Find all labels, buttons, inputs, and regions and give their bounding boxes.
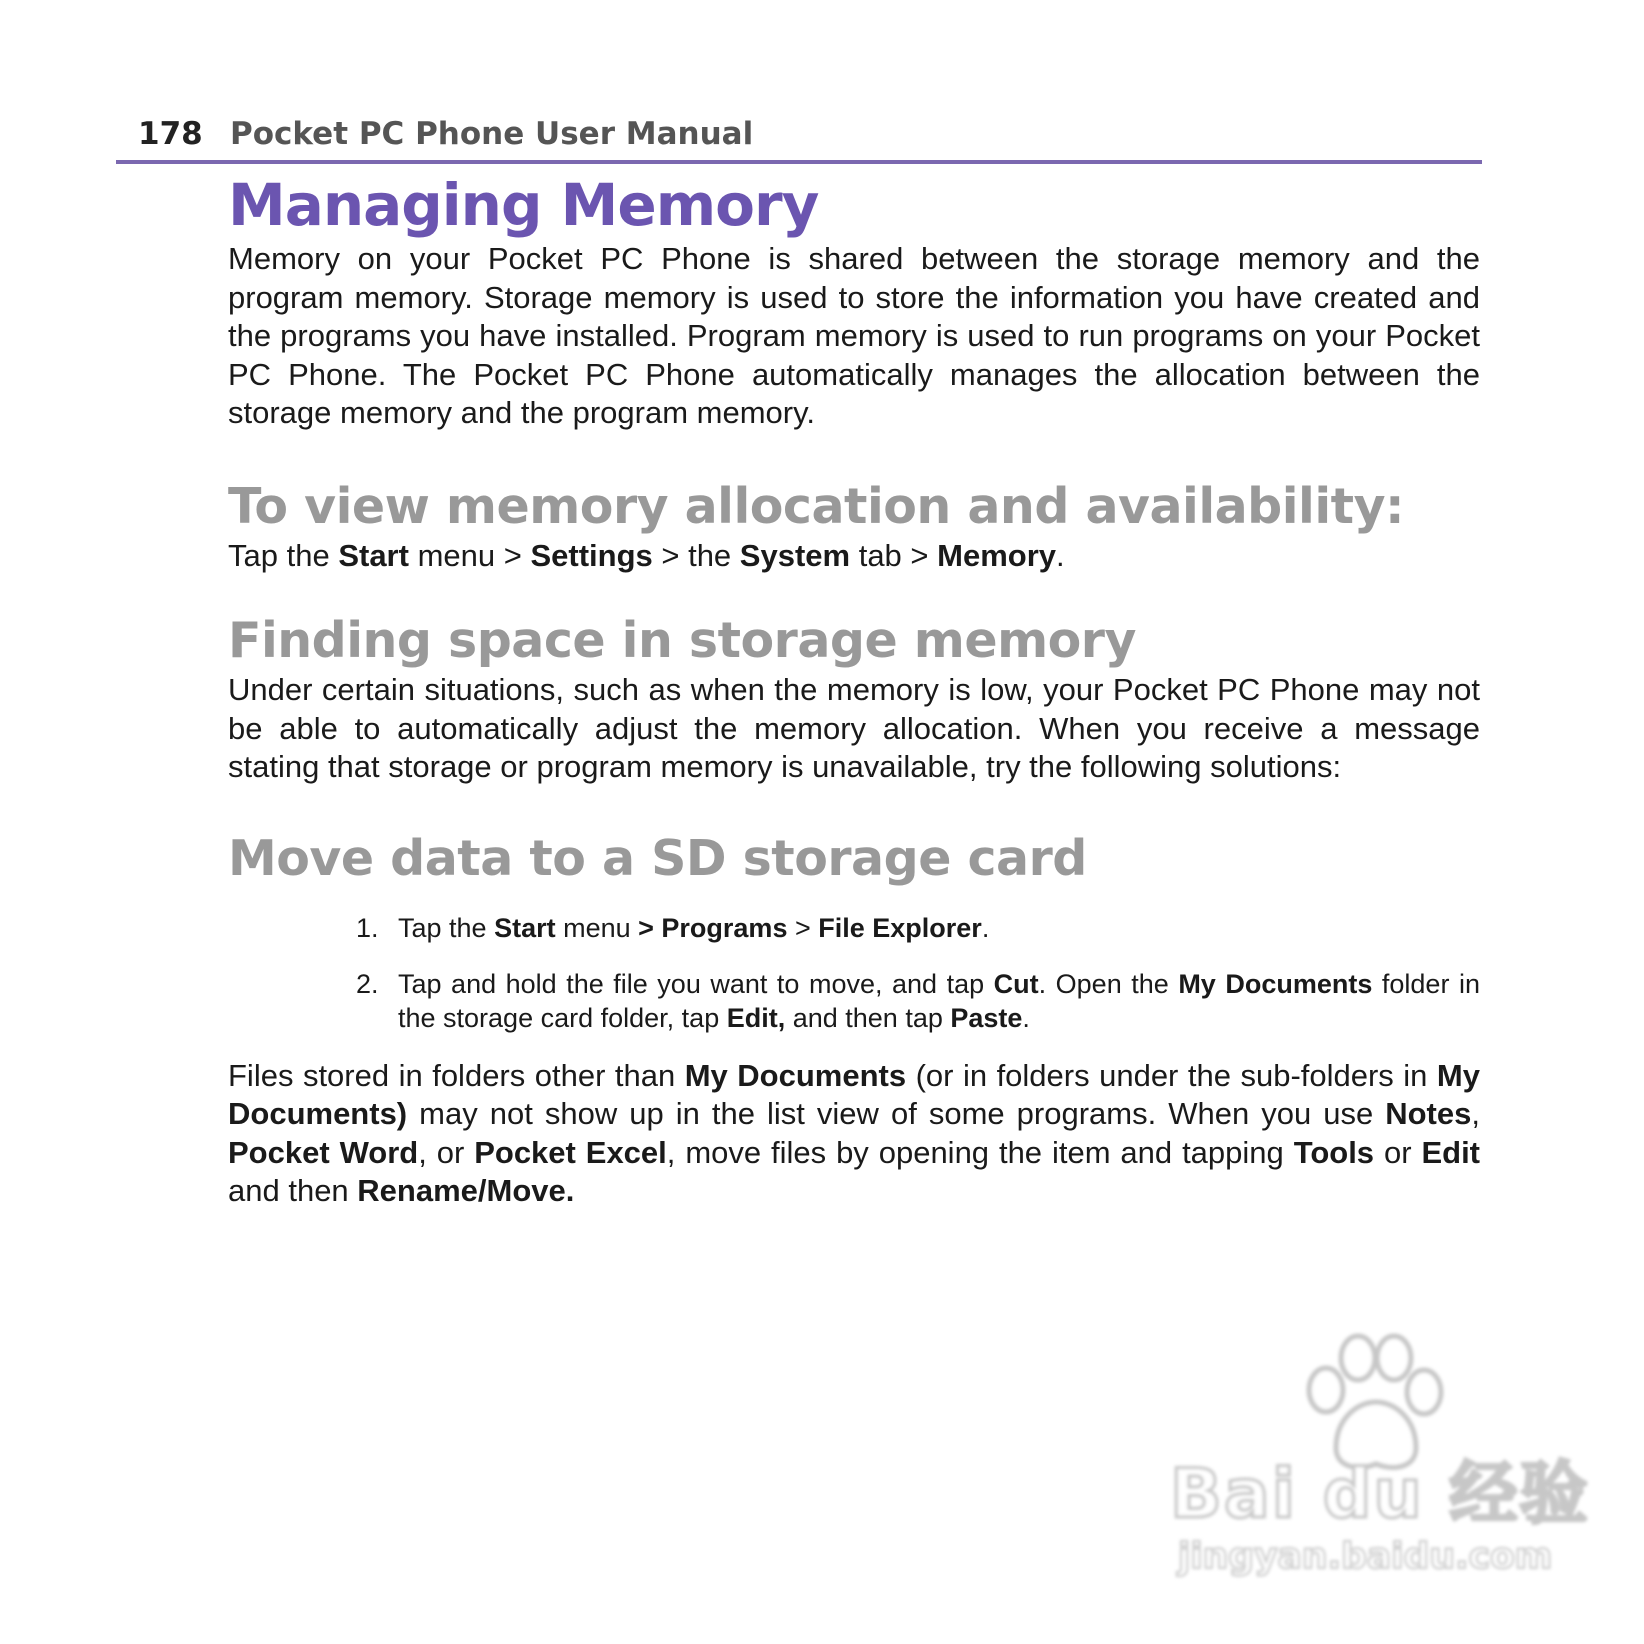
heading-finding-space: Finding space in storage memory (228, 612, 1136, 669)
text-run: . (1056, 537, 1065, 573)
text-run: Tap the (398, 912, 495, 943)
heading-move-data: Move data to a SD storage card (228, 829, 1087, 887)
text-run: . Open the (1038, 968, 1179, 999)
text-run: > (787, 912, 819, 943)
manual-title: Pocket PC Phone User Manual (230, 116, 754, 152)
menu-settings: Settings (530, 537, 653, 573)
text-bold: > Programs (638, 912, 788, 943)
text-run: may not show up in the list view of some programs. When you use (407, 1096, 1386, 1131)
intro-paragraph: Memory on your Pocket PC Phone is shared between the storage memory and the program memory. Storage memory is used to store the information you have created and the programs you have installed. Program memory is used to run programs on your Pocket PC Phone. The Pocket PC Phone automatically manages the allocation between the storage memory and the program memory. (228, 241, 1480, 430)
text-run: folder in the storage card folder, tap (398, 968, 1480, 1033)
step-number: 1. (356, 912, 379, 943)
text-run: Tap the (228, 537, 339, 573)
text-bold: Edit, (726, 1002, 786, 1033)
page-number: 178 (138, 116, 203, 152)
heading-view-memory: To view memory allocation and availability: (228, 477, 1405, 535)
text-bold: Notes (1385, 1096, 1472, 1131)
text-run: . (1022, 1002, 1030, 1033)
text-run: menu > (408, 537, 531, 573)
files-note-paragraph (228, 1057, 1480, 1211)
text-bold: Cut (993, 968, 1039, 999)
list-item (356, 967, 1480, 1035)
text-run: (or in folders under the sub-folders in (906, 1057, 1437, 1093)
text-run: tab > (850, 537, 938, 573)
text-bold: Start (494, 912, 556, 943)
page-header (116, 112, 1482, 164)
page-content (228, 170, 1480, 1211)
text-bold: Pocket Word (228, 1134, 419, 1170)
text-bold: Paste (950, 1002, 1023, 1033)
watermark-brand: Bai du 经验 (1170, 1455, 1590, 1534)
text-bold: Tools (1293, 1134, 1375, 1170)
finding-space-paragraph: Under certain situations, such as when the memory is low, your Pocket PC Phone may not be able to automatically adjust the memory allocation. When you receive a message stating that storage or program memory is unavailable, try the following solutions: (228, 672, 1480, 784)
text-bold: Rename/Move. (357, 1173, 575, 1208)
text-run: Files stored in folders other than (228, 1057, 685, 1093)
text-run: , (1471, 1096, 1480, 1131)
menu-start: Start (338, 537, 409, 573)
text-run: > the (652, 537, 740, 573)
text-run: or (1374, 1134, 1422, 1170)
text-run: menu (555, 912, 639, 943)
page-title: Managing Memory (228, 171, 819, 239)
list-item (356, 911, 1480, 945)
text-run: and then (228, 1173, 358, 1208)
text-run: , or (418, 1134, 475, 1170)
text-bold: File Explorer (818, 912, 982, 943)
tab-system: System (739, 537, 851, 573)
step-number: 2. (356, 968, 379, 999)
text-bold: My Documents) (228, 1057, 1480, 1131)
item-memory: Memory (937, 537, 1057, 573)
watermark-url: jingyan.baidu.com (1178, 1536, 1553, 1577)
text-bold: My Documents (684, 1057, 907, 1093)
steps-list (228, 911, 1480, 1035)
text-run: . (981, 912, 990, 943)
text-run: and then tap (785, 1002, 951, 1033)
text-bold: Pocket Excel (474, 1134, 667, 1170)
text-run: , move files by opening the item and tapping (666, 1134, 1294, 1170)
text-bold: My Documents (1178, 968, 1373, 999)
text-run: Tap and hold the file you want to move, and tap (398, 968, 994, 999)
text-bold: Edit (1421, 1134, 1481, 1170)
view-memory-instruction (228, 537, 1480, 576)
baidu-watermark (1170, 1330, 1590, 1600)
